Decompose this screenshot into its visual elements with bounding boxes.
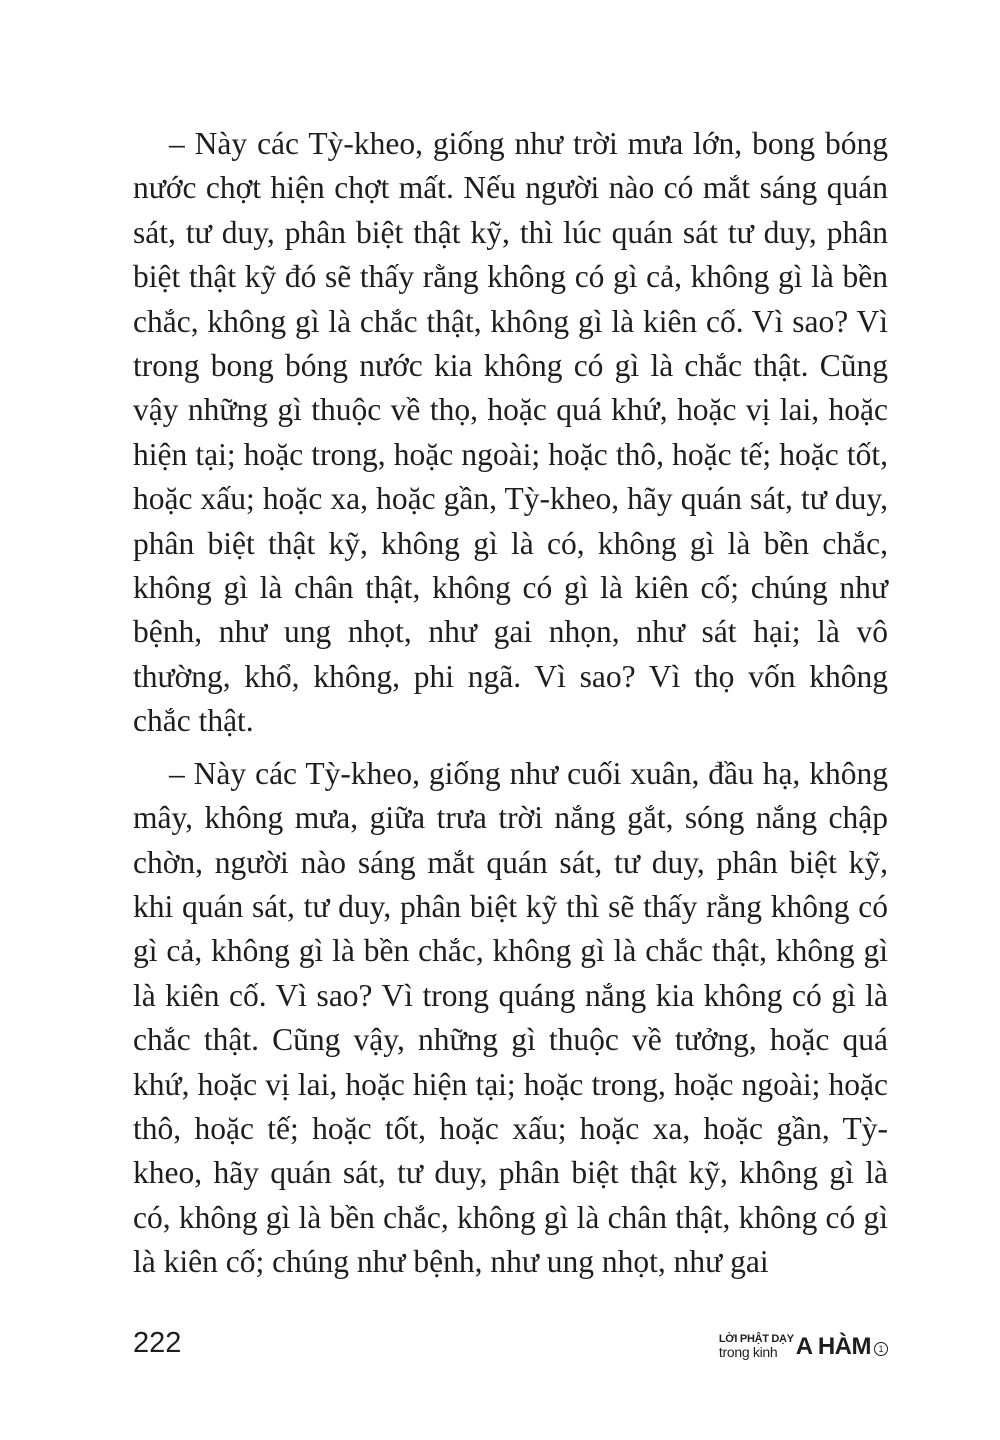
paragraph-mirage-simile: – Này các Tỳ-kheo, giống như cuối xuân, đầu hạ, không mây, không mưa, giữa trưa trời nắng gắt, sóng nắng chập chờn, người nào sáng mắt quán sát, tư duy, phân biệt kỹ, khi quán sát, tư duy, phân biệt kỹ thì sẽ thấy rằng không có gì cả, không gì là bền chắc, không gì là chắc thật, không gì là kiên cố. Vì sao? Vì trong quáng nắng kia không có gì là chắc thật. Cũng vậy, những gì thuộc về tưởng, hoặc quá khứ, hoặc vị lai, hoặc hiện tại; hoặc trong, hoặc ngoài; hoặc thô, hoặc tế; hoặc tốt, hoặc xấu; hoặc xa, hoặc gần, Tỳ-kheo, hãy quán sát, tư duy, phân biệt thật kỹ, không gì là có, không gì là bền chắc, không gì là chân thật, không có gì là kiên cố; chúng như bệnh, như ung nhọt, như gai xyxy=(133,755,888,1280)
series-logo-top-text: LỜI PHẬT DẠY xyxy=(718,1333,794,1345)
series-logo-left xyxy=(719,1334,794,1359)
page-body xyxy=(133,122,888,1285)
page-number: 222 xyxy=(133,1327,182,1359)
series-logo xyxy=(719,1334,888,1359)
series-volume-badge: 1 xyxy=(874,1342,888,1356)
series-logo-bottom-text: trong kinh xyxy=(718,1344,778,1360)
paragraph-bubble-simile: – Này các Tỳ-kheo, giống như trời mưa lớn, bong bóng nước chợt hiện chợt mất. Nếu người nào có mắt sáng quán sát, tư duy, phân biệt thật kỹ, thì lúc quán sát tư duy, phân biệt thật kỹ đó sẽ thấy rằng không có gì cả, không gì là bền chắc, không gì là chắc thật, không gì là kiên cố. Vì sao? Vì trong bong bóng nước kia không có gì là chắc thật. Cũng vậy những gì thuộc về thọ, hoặc quá khứ, hoặc vị lai, hoặc hiện tại; hoặc trong, hoặc ngoài; hoặc thô, hoặc tế; hoặc tốt, hoặc xấu; hoặc xa, hoặc gần, Tỳ-kheo, hãy quán sát, tư duy, phân biệt thật kỹ, không gì là có, không gì là bền chắc, không gì là chân thật, không có gì là kiên cố; chúng như bệnh, như ung nhọt, như gai nhọn, như sát hại; là vô thường, khổ, không, phi ngã. Vì sao? Vì thọ vốn không chắc thật. xyxy=(133,126,888,739)
series-logo-main-text: A HÀM xyxy=(795,1333,871,1360)
